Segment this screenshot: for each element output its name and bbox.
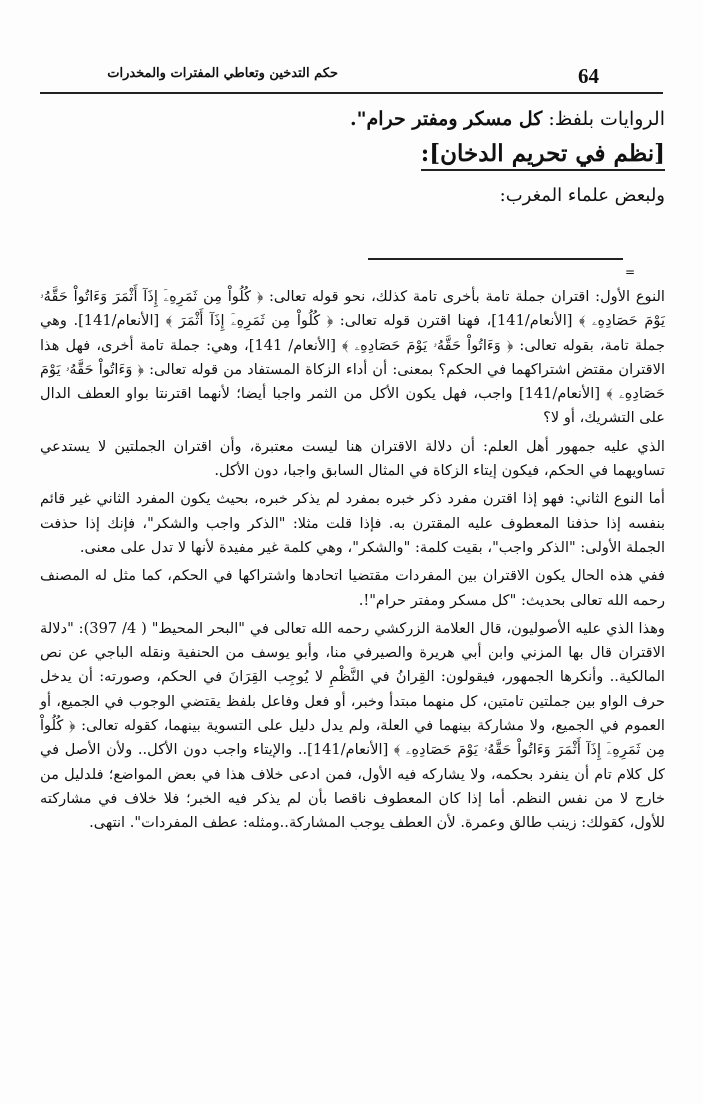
paragraph: ففي هذه الحال يكون الاقتران بين المفردات مقتضيا اتحادها واشتراكها في الحكم، كما مثل له المصنف رحمه الله تعالى بحديث: "كل مسكر ومفتر حرام"!. (40, 567, 665, 609)
footnote-text (40, 285, 665, 840)
intro-block (85, 108, 665, 206)
running-title: حكم التدخين وتعاطي المفترات والمخدرات (107, 66, 338, 81)
separator-mark: = (625, 265, 636, 279)
paragraph: أما النوع الثاني: فهو إذا اقترن مفرد ذكر خبره بمفرد لم يذكر خبره، بحيث يكون المفرد الثاني غير قائم بنفسه إذا حذفنا المعطوف عليه المقترن به. فإذا قلت مثلا: "الذكر واجب والشكر"، فإنك إذا حذفت الجملة الأولى: "الذكر واجب"، بقيت كلمة: "والشكر"، وهي كلمة غير مفيدة لأنها لا تدل على معنى. (40, 490, 665, 556)
paragraph: الذي عليه جمهور أهل العلم: أن دلالة الاقتران هنا ليست معتبرة، وأن اقتران الجملتين لا يستدعي تساويهما في الحكم، فيكون إيتاء الزكاة في المثال السابق واجبا، دون الأكل. (40, 437, 665, 480)
poem-attribution: ولبعض علماء المغرب: (499, 185, 665, 206)
page-number: 64 (578, 64, 599, 88)
paragraph: وهذا الذي عليه الأصوليون، قال العلامة الزركشي رحمه الله تعالى في "البحر المحيط" ( 4/ 397): "دلالة الاقتران قال بها المزني وابن أبي هريرة والصيرفي منا، وأبو يوسف من الحنفية ونقله الباجي عن نص المالكية.. وأنكرها الجمهور، فيقولون: القِرانُ في النَّظْمِ لا يُوجِب القِرَانَ في الحكم، وصورته: أن يدخل حرف الواو بين جملتين تامتين، كل منهما مبتدأ وخبر، أو فعل وفاعل بلفظ يقتضي الوجوب في الجميع، أو العموم في الجميع، ولا مشاركة بينهما في العلة، ولم يدل دليل على التسوية بينهما، كقوله تعالى: ﴿ كُلُواْ مِن ثَمَرِهِۦٓ إِذَآ أَثْمَرَ وَءَاتُواْ حَقَّهُۥ يَوْمَ حَصَادِهِۦ ﴾ [الأنعام/141].. والإيتاء واجب دون الأكل.. ولأن الأصل في كل كلام تام أن ينفرد بحكمه، ولا يشاركه فيه الأول، فمن ادعى خلاف هذا في بعض المواضع؛ فلدليل من خارج لا من نفس النظم. أما إذا كان المعطوف ناقصا بأن لم يذكر فيه الخبر؛ فلا خلاف في مشاركته للأول، كقولك: زينب طالق وعمرة. لأن العطف يوجب المشاركة..ومثله: عطف المفردات". انتهى. (40, 619, 665, 832)
intro-line (85, 108, 665, 130)
intro-line-bold: كل مسكر ومفتر حرام". (349, 108, 543, 130)
poem-title: [نظم في تحريم الدخان]: (421, 140, 665, 171)
section-separator (368, 258, 623, 260)
intro-line-prefix: الروايات بلفظ: (542, 108, 665, 130)
paragraph: النوع الأول: اقتران جملة تامة بأخرى تامة كذلك، نحو قوله تعالى: ﴿ كُلُواْ مِن ثَمَرِهِۦٓ إِذَآ أَثْمَرَ وَءَاتُواْ حَقَّهُۥ يَوْمَ حَصَادِهِۦ ﴾ [الأنعام/141]، فهنا اقترن قوله تعالى: ﴿ كُلُواْ مِن ثَمَرِهِۦٓ إِذَآ أَثْمَرَ ﴾ [الأنعام/141]. وهي جملة تامة، بقوله تعالى: ﴿ وَءَاتُواْ حَقَّهُۥ يَوْمَ حَصَادِهِۦ ﴾ [الأنعام/ 141]، وهي: جملة تامة أخرى، فهل هذا الاقتران مقتض اشتراكهما في الحكم؟ بمعنى: أن أداء الزكاة المستفاد من قوله تعالى: ﴿ وَءَاتُواْ حَقَّهُۥ يَوْمَ حَصَادِهِۦ ﴾ [الأنعام/141] واجب، فهل يكون الأكل من الثمر واجبا أيضا؛ لأنهما اقترنتا بواو العطف الدال على التشريك، أو لا؟ (40, 288, 666, 427)
